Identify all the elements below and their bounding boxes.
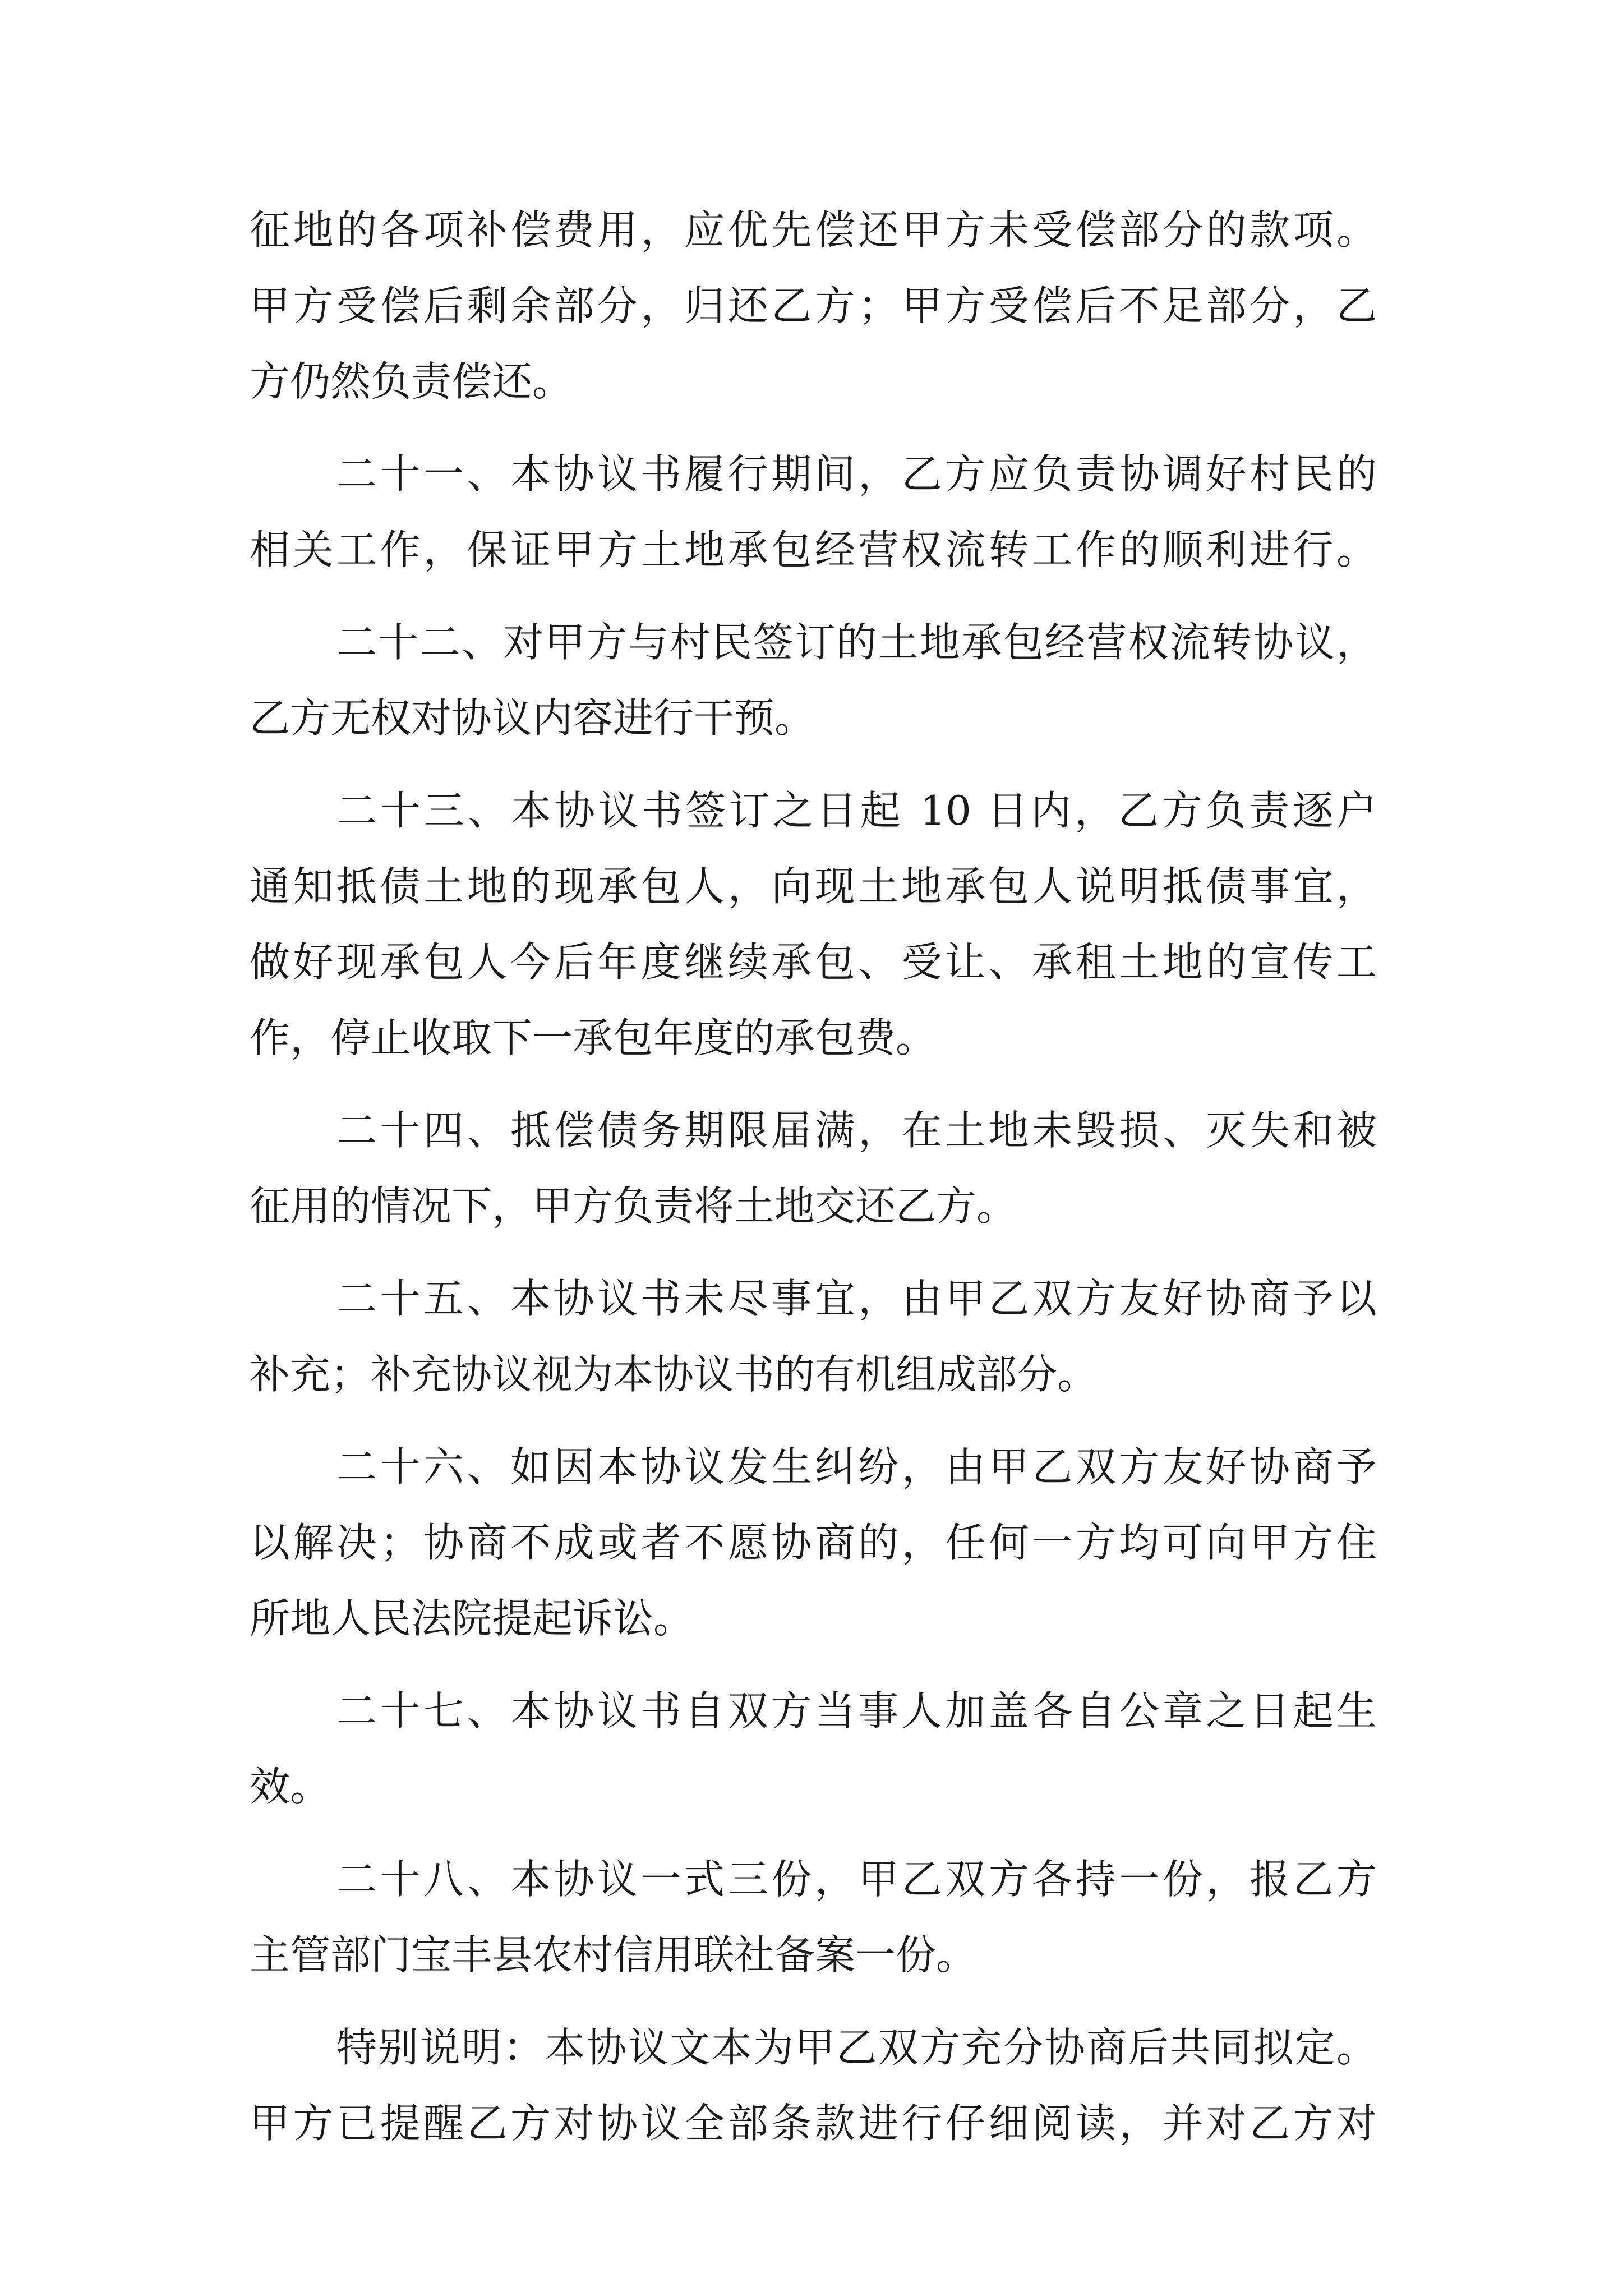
text-line: 方仍然负责偿还。: [250, 358, 573, 405]
text-line: 做好现承包人今后年度继续承包、受让、承租土地的宣传工: [250, 938, 1377, 986]
paragraph-23-line: 二十三、本协议书签订之日起 10 日内，乙方负责逐户: [336, 787, 1377, 834]
paragraph-21-line: 二十一、本协议书履行期间，乙方应负责协调好村民的: [336, 450, 1377, 498]
text-line: 甲方已提醒乙方对协议全部条款进行仔细阅读，并对乙方对: [250, 2100, 1377, 2147]
text-line: 所地人民法院提起诉讼。: [250, 1595, 694, 1642]
text-line: 以解决；协商不成或者不愿协商的，任何一方均可向甲方住: [250, 1519, 1377, 1566]
text-line: 作，停止收取下一承包年度的承包费。: [250, 1014, 937, 1061]
text-line: 效。: [250, 1763, 331, 1810]
special-note-line: 特别说明：本协议文本为甲乙双方充分协商后共同拟定。: [336, 2024, 1377, 2071]
text-line: 补充；补充协议视为本协议书的有机组成部分。: [250, 1351, 1098, 1398]
paragraph-27-line: 二十七、本协议书自双方当事人加盖各自公章之日起生: [336, 1687, 1377, 1734]
paragraph-24-line: 二十四、抵偿债务期限届满，在土地未毁损、灭失和被: [336, 1107, 1377, 1154]
text-line: 甲方受偿后剩余部分，归还乙方；甲方受偿后不足部分，乙: [250, 282, 1377, 329]
paragraph-22-line: 二十二、对甲方与村民签订的土地承包经营权流转协议，: [336, 619, 1377, 666]
text-line: 征用的情况下，甲方负责将土地交还乙方。: [250, 1182, 1017, 1230]
text-line: 乙方无权对协议内容进行干预。: [250, 694, 815, 742]
text-line: 相关工作，保证甲方土地承包经营权流转工作的顺利进行。: [250, 526, 1377, 573]
text-line: 通知抵债土地的现承包人，向现土地承包人说明抵债事宜，: [250, 863, 1377, 910]
text-line: 征地的各项补偿费用，应优先偿还甲方未受偿部分的款项。: [250, 206, 1377, 254]
paragraph-26-line: 二十六、如因本协议发生纠纷，由甲乙双方友好协商予: [336, 1443, 1377, 1490]
paragraph-25-line: 二十五、本协议书未尽事宜，由甲乙双方友好协商予以: [336, 1275, 1377, 1322]
text-line: 主管部门宝丰县农村信用联社备案一份。: [250, 1931, 977, 1978]
paragraph-28-line: 二十八、本协议一式三份，甲乙双方各持一份，报乙方: [336, 1856, 1377, 1903]
